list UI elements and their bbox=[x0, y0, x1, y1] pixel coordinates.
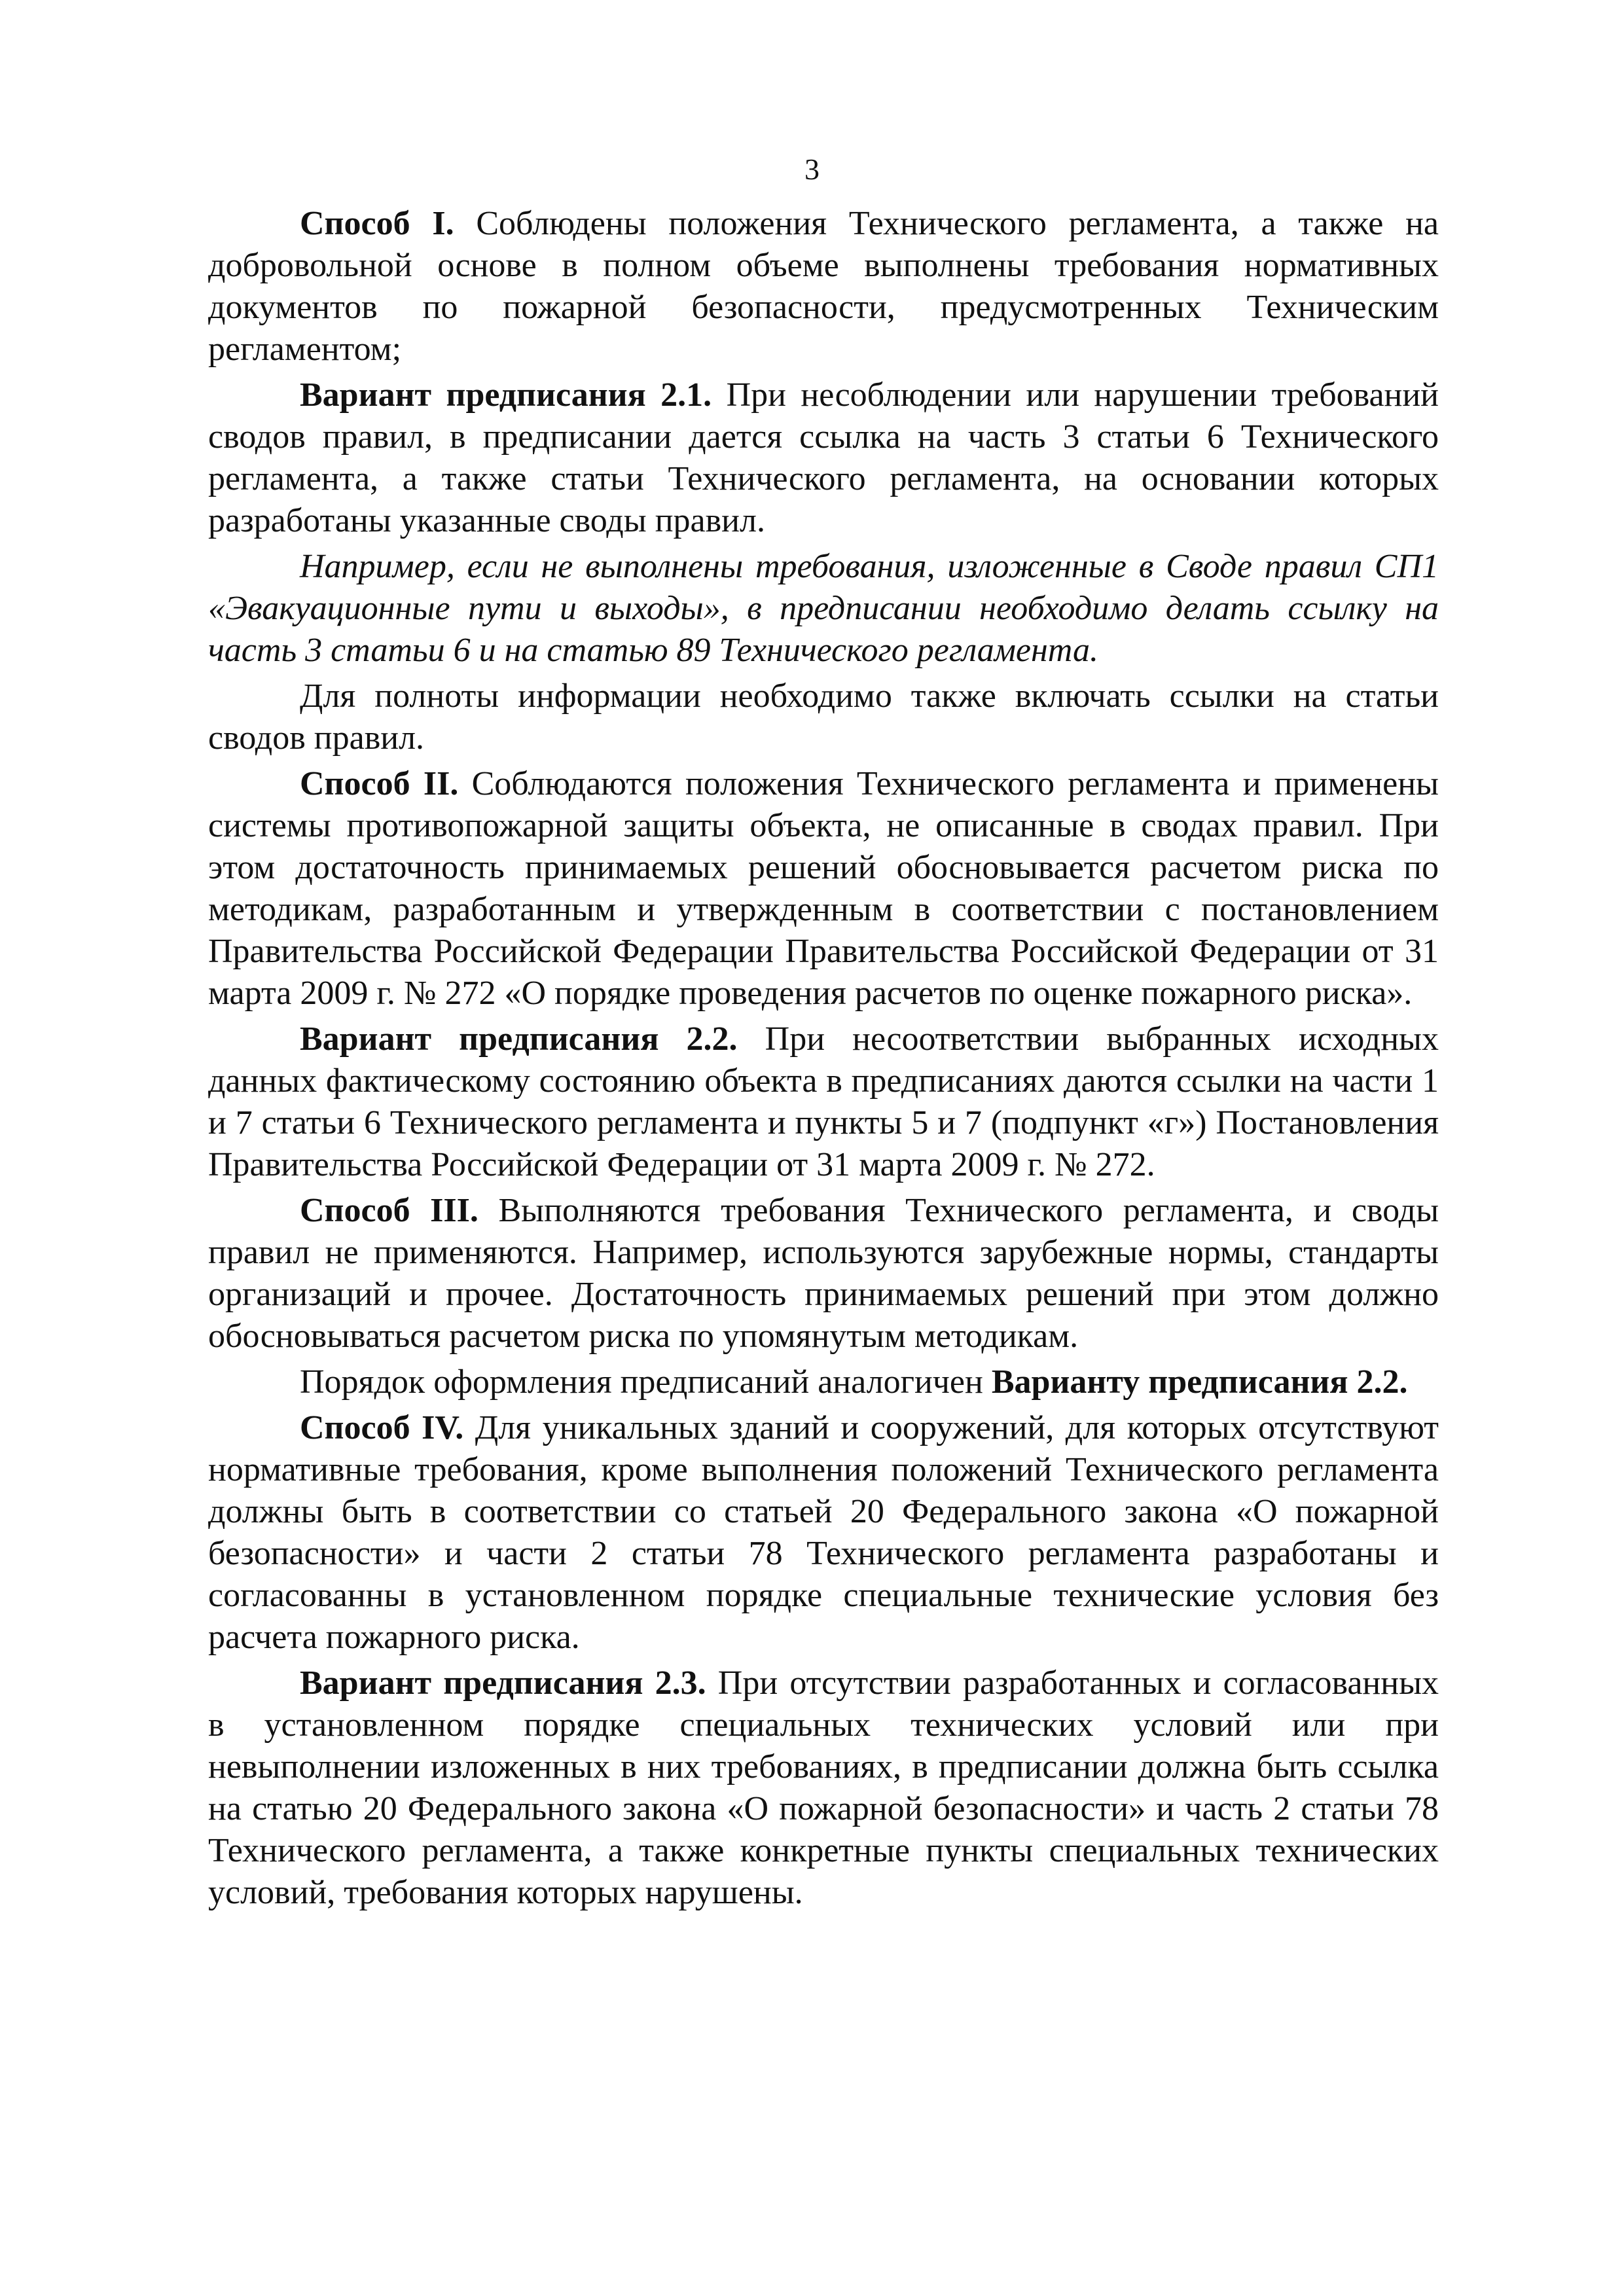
paragraph-procedure bbox=[208, 1361, 1439, 1403]
paragraph-variant-2-3 bbox=[208, 1662, 1439, 1914]
paragraph-method-2 bbox=[208, 763, 1439, 1014]
method-2-text: Соблюдаются положения Технического регламента и применены системы противопожарной защиты объекта, не описанные в сводах правил. При этом достаточность принимаемых решений обосновывается расчетом риска по методикам, разработанным и утвержденным в соответствии с постановлением Правительства Российской Федерации Правительства Российской Федерации от 31 марта 2009 г. № 272 «О порядке проведения расчетов по оценке пожарного риска». bbox=[208, 765, 1439, 1012]
paragraph-variant-2-1 bbox=[208, 374, 1439, 542]
variant-2-1-text: При несоблюдении или нарушении требований сводов правил, в предписании дается ссылка на часть 3 статьи 6 Технического регламента, а также статьи Технического регламента, на основании которых разработаны указанные своды правил. bbox=[208, 376, 1439, 539]
method-3-text: Выполняются требования Технического регламента, и своды правил не применяются. Например, используются зарубежные нормы, стандарты организаций и прочее. Достаточность принимаемых решений при этом должно обосновываться расчетом риска по упомянутым методикам. bbox=[208, 1192, 1439, 1355]
paragraph-method-4 bbox=[208, 1407, 1439, 1659]
method-3-heading: Способ III. bbox=[300, 1192, 478, 1229]
method-4-heading: Способ IV. bbox=[300, 1409, 464, 1446]
variant-2-1-heading: Вариант предписания 2.1. bbox=[300, 376, 712, 414]
page-number: 3 bbox=[804, 152, 820, 186]
document-body bbox=[208, 203, 1439, 1918]
paragraph-method-1 bbox=[208, 203, 1439, 370]
procedure-reference: Варианту предписания 2.2. bbox=[991, 1363, 1408, 1401]
paragraph-variant-2-2 bbox=[208, 1018, 1439, 1186]
paragraph-method-3 bbox=[208, 1190, 1439, 1357]
method-1-text: Соблюдены положения Технического регламента, а также на добровольной основе в полном объеме выполнены требования нормативных документов по пожарной безопасности, предусмотренных Техническим регламентом; bbox=[208, 205, 1439, 368]
method-2-heading: Способ II. bbox=[300, 765, 459, 802]
method-1-heading: Способ I. bbox=[300, 205, 454, 242]
paragraph-completeness bbox=[208, 675, 1439, 759]
method-4-text: Для уникальных зданий и сооружений, для которых отсутствуют нормативные требования, кроме выполнения положений Технического регламента должны быть в соответствии со статьей 20 Федерального закона «О пожарной безопасности» и части 2 статьи 78 Технического регламента разработаны и согласованны в установленном порядке специальные технические условия без расчета пожарного риска. bbox=[208, 1409, 1439, 1656]
completeness-text: Для полноты информации необходимо также включать ссылки на статьи сводов правил. bbox=[208, 677, 1439, 757]
procedure-text: Порядок оформления предписаний аналогичен bbox=[300, 1363, 992, 1401]
variant-2-2-heading: Вариант предписания 2.2. bbox=[300, 1020, 738, 1058]
paragraph-example bbox=[208, 546, 1439, 672]
example-text: Например, если не выполнены требования, изложенные в Своде правил СП1 «Эвакуационные пути и выходы», в предписании необходимо делать ссылку на часть 3 статьи 6 и на статью 89 Технического регламента. bbox=[208, 548, 1439, 669]
variant-2-2-text: При несоответствии выбранных исходных данных фактическому состоянию объекта в предписаниях даются ссылки на части 1 и 7 статьи 6 Технического регламента и пункты 5 и 7 (подпункт «г») Постановления Правительства Российской Федерации от 31 марта 2009 г. № 272. bbox=[208, 1020, 1439, 1183]
variant-2-3-text: При отсутствии разработанных и согласованных в установленном порядке специальных технических условий или при невыполнении изложенных в них требованиях, в предписании должна быть ссылка на статью 20 Федерального закона «О пожарной безопасности» и часть 2 статьи 78 Технического регламента, а также конкретные пункты специальных технических условий, требования которых нарушены. bbox=[208, 1664, 1439, 1911]
variant-2-3-heading: Вариант предписания 2.3. bbox=[300, 1664, 706, 1702]
